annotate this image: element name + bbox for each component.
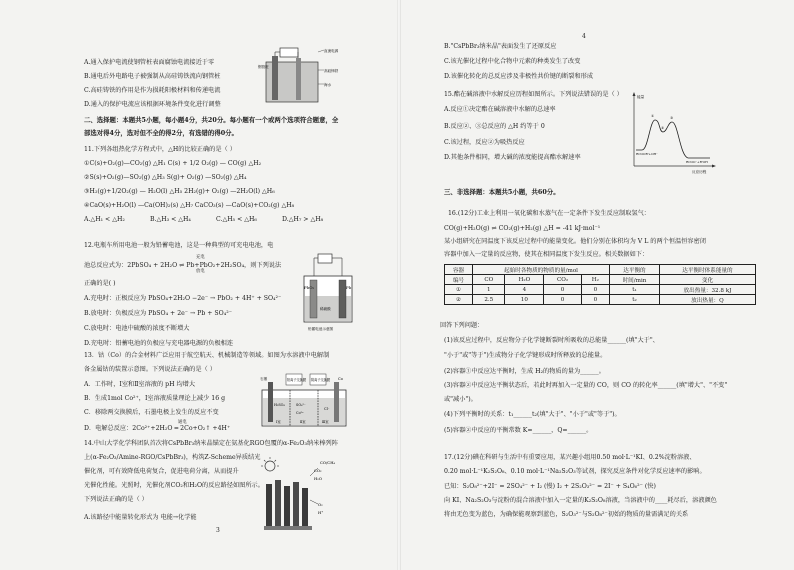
q15-stem: 15.酯在碱溶液中水解反应历程如图所示。下列说法错误的是（ ）	[444, 91, 623, 98]
table-header-cell: 起始时各物质的物质的量/mol	[473, 265, 610, 275]
table-header-row	[445, 265, 756, 275]
q12-arrow-top: 充电	[196, 255, 205, 260]
silicon-iron-anode	[296, 58, 301, 100]
section3-title: 三、非选择题：本题共5小题，共60分。	[444, 188, 560, 196]
q16-question: 或"减小")。	[444, 396, 477, 403]
q16-data-table	[444, 264, 756, 305]
nanorod-array	[264, 480, 312, 530]
figure-label: Co²⁺	[296, 411, 304, 415]
figure-label: Co	[338, 377, 343, 381]
table-cell: 放出热量：Q	[659, 295, 755, 305]
q16-line4: 容器中加入一定量的反应物，使其在相同温度下发生反应。相关数据如下：	[444, 251, 649, 258]
q11-equation: ②S(s)+O₂(g)—SO₂(g) △H₃ S(g)+ O₂(g) —SO₂(g) △H₄	[84, 174, 247, 181]
q14-line2: 上(α-Fe₂O₃/Amine-RGO/CsPbBr₃)，构筑Z-Scheme异质结光	[84, 454, 261, 461]
figure-label: 阳离子交换膜	[287, 378, 307, 382]
figure-label: Ⅱ室	[300, 420, 306, 424]
figure-label: Ⅲ室	[322, 420, 329, 424]
q14-option-d: D.该催化转化的总反应涉及非极性共价键的断裂和形成	[444, 73, 594, 80]
q15-option-b: B.反应②、③总反应的 △H 约等于 0	[444, 123, 545, 130]
table-cell: ②	[445, 295, 473, 305]
table-cell: 0	[581, 295, 609, 305]
q17-line5: 将由无色变为蓝色，为确保能观察到蓝色，S₂O₃²⁻与S₂O₈²⁻初始的物质的量需满足的关系	[444, 511, 689, 518]
table-cell: 0	[544, 295, 581, 305]
table-row	[445, 295, 756, 305]
q11-equation: ④CaO(s)+H₂O(l) —Ca(OH)₂(s) △H₇ CaCO₃(s) —CaO(s)+CO₂(g) △H₈	[84, 202, 295, 209]
q13-option-b: B．生成1mol Co²⁺，Ⅰ室溶液质量理论上减少 16 g	[84, 395, 226, 402]
figure-caption: 铅蓄电池示意图	[308, 327, 334, 331]
cobalt-electrode	[334, 382, 339, 422]
table-header-cell: 达平衡时体系能量的	[659, 265, 755, 275]
q12-option-a: A.充电时：正极反应为 PbSO₄+2H₂O −2e⁻ → PbO₂ + 4H⁺ + SO₄²⁻	[84, 295, 282, 302]
q10-figure	[258, 44, 338, 106]
figure-label: 钢管桩	[258, 65, 269, 69]
q11-equation: ③H₂(g)+1/2O₂(g) — H₂O(l) △H₅ 2H₂(g)+ O₂(g) —2H₂O(l) △H₆	[84, 188, 275, 195]
table-cell: 0	[581, 285, 609, 295]
q12-line1: 12.电瓶车所用电池一般为铅蓄电池，这是一种典型的可充电电池，电	[84, 242, 274, 249]
q16-line2: CO(g)+H₂O(g) ⇌ CO₂(g)+H₂(g) △H = -41 kJ·mol⁻¹	[444, 225, 601, 232]
q12-arrow-bottom: 放电	[196, 269, 205, 274]
table-cell: t₁	[609, 285, 659, 295]
right-page	[400, 0, 794, 570]
figure-label: CO/CH₄	[320, 460, 336, 465]
q14-line3: 催化剂，可有效降低电荷复合，促进电荷分离，从而提升	[84, 468, 239, 475]
page-number: 4	[582, 33, 586, 40]
table-header-cell: 编号	[445, 275, 473, 285]
figure-label: H⁺	[318, 510, 324, 515]
q10-option-c: C.高硅铸铁的作用是作为损耗阳极材料和传递电流	[84, 87, 221, 94]
table-header-cell: 变化	[659, 275, 755, 285]
q11-equation: ①C(s)+O₂(g)—CO₂(g) △H₁ C(s) + 1/2 O₂(g) — CO(g) △H₂	[84, 160, 262, 167]
figure-label: 高硅铸铁	[324, 69, 338, 73]
q17-line4: 向 KI、Na₂S₂O₃与淀粉的混合溶液中加入一定量的K₂S₂O₈溶液，当溶液中的____耗尽后，溶液颜色	[444, 497, 717, 504]
table-cell: t₂	[609, 295, 659, 305]
q13-line2: 备金属钴的装置示意图。下列说法正确的是（ ）	[84, 366, 216, 373]
figure-label: CO₂	[314, 468, 322, 473]
figure-label: Cl⁻	[324, 407, 330, 411]
q14-option-c: C.该光催化过程中化合物中元素的种类发生了改变	[444, 58, 581, 65]
table-row	[445, 285, 756, 295]
q13-figure	[258, 372, 350, 430]
figure-label: RCOO⁻+R'OH	[686, 160, 708, 164]
q10-option-b: B.通电后外电路电子被强制从高硅铸铁流向钢管桩	[84, 73, 221, 80]
q10-option-d: D.通入的保护电流应该根据环境条件变化进行调整	[84, 101, 221, 108]
q13-eq-condition: 通电	[178, 420, 187, 425]
q11-stem: 11.下列各组热化学方程式中，△H的比较正确的是（ ）	[84, 146, 236, 153]
q16-question: (2)容器①中反应达平衡时，生成 H₂的物质的量为______。	[444, 368, 605, 375]
y-axis-label: 能量	[637, 95, 645, 99]
table-header-cell: CO	[473, 275, 505, 285]
q13-option-c: C．移除两交换膜后，石墨电极上发生的反应不变	[84, 409, 219, 416]
q14-line5: 下列说法正确的是（ ）	[84, 496, 148, 503]
q16-line1: 16.(12分)工业上利用一氧化碳和水蒸气在一定条件下发生反应制取氢气：	[448, 210, 650, 217]
table-cell: 4	[505, 285, 544, 295]
figure-label: H₂SO₄	[274, 403, 285, 407]
q16-line3: 某小组研究在同温度下该反应过程中的能量变化。他们分别在体积均为 V L 的两个恒温恒容密闭	[444, 238, 706, 245]
figure-label: SO₄²⁻	[296, 403, 306, 407]
q12-line3: 正确的是( )	[84, 280, 116, 287]
x-axis-label: 反应历程	[692, 170, 707, 174]
figure-label: 海水	[324, 83, 332, 87]
figure-label: ①	[651, 114, 655, 118]
figure-label: Pb	[346, 285, 352, 290]
figure-label: Ⅰ室	[276, 420, 281, 424]
q10-option-a: A.通入保护电流使钢管桩表面腐蚀电流接近于零	[84, 59, 215, 66]
section2-title-line2: 部选对得4分，选对但不全的得2分，有选错的得0分。	[84, 129, 238, 137]
q17-line2: 0.20 mol·L⁻¹K₂S₂O₈、0.10 mol·L⁻¹Na₂S₂O₃等试剂，探究反应条件对化学反应速率的影响。	[444, 468, 706, 475]
table-header-cell: H₂O	[505, 275, 544, 285]
q14-figure	[256, 456, 348, 532]
q15-option-a: A.反应①决定酯在碱溶液中水解的总速率	[444, 106, 556, 113]
q12-line2: 池总反应式为：2PbSO₄ + 2H₂O ⇌ Pb+PbO₂+2H₂SO₄，则下列说法	[84, 262, 282, 269]
q15-figure	[628, 90, 720, 174]
pb-plate	[339, 280, 346, 318]
q12-figure	[300, 252, 356, 336]
table-cell: 放出热量：32.8 kJ	[659, 285, 755, 295]
q16-question: (1)该反应过程中，反应物分子化学键断裂时所吸收的总能量______(填"大于"、	[444, 337, 659, 344]
page-number: 3	[216, 527, 220, 534]
table-cell: 10	[505, 295, 544, 305]
table-cell: ①	[445, 285, 473, 295]
table-header-cell: 时间/min	[609, 275, 659, 285]
q17-line1: 17.(12分)碘在科研与生活中有重要应用，某兴趣小组用0.50 mol·L⁻¹KI、0.2%淀粉溶液、	[444, 454, 696, 461]
q14-option-a: A.该路径中能量转化形式为 电能→化学能	[84, 514, 197, 521]
figure-label: ③	[670, 116, 674, 120]
table-header-cell: 达平衡的	[609, 265, 659, 275]
load-box	[318, 254, 332, 263]
q16-question: "小于"或"等于")生成物分子化学键形成时所释放的总能量。	[444, 352, 607, 359]
q11-option-b: B.△H₃ < △H₄	[150, 216, 191, 223]
table-header-row	[445, 275, 756, 285]
table-header-cell: CO₂	[544, 275, 581, 285]
q11-option-c: C.△H₅ < △H₆	[216, 216, 257, 223]
table-header-cell: 容器	[445, 265, 473, 275]
q15-option-c: C.该过程，反应②为吸热反应	[444, 139, 525, 146]
q11-option-d: D.△H₇ > △H₈	[282, 216, 324, 223]
figure-label: PbO₂	[304, 285, 315, 290]
q11-option-a: A.△H₁ < △H₂	[84, 216, 125, 223]
figure-label: 稀硫酸	[320, 307, 331, 311]
q12-option-c: C.放电时：电池中硫酸的浓度不断增大	[84, 325, 190, 332]
q15-option-d: D.其他条件相同，增大碱的浓度能提高酯水解速率	[444, 154, 581, 161]
graphite-electrode	[268, 382, 273, 422]
q17-line3: 已知：S₂O₈²⁻+2I⁻ = 2SO₄²⁻ + I₂ (慢) I₂ + 2S₂O₃²⁻ = 2I⁻ + S₄O₆²⁻ (快)	[444, 483, 656, 490]
figure-label: H₂O	[314, 476, 322, 481]
figure-label: RCOOR'+OH⁻	[636, 152, 658, 156]
steel-pile	[272, 56, 278, 100]
q16-question: (4)下列平衡时的关系：t₁______t₂(填"大于"、"小于"或"等于")。	[444, 411, 621, 418]
q16-answer-hint: 回答下列问题：	[440, 322, 484, 329]
table-cell: 0	[544, 285, 581, 295]
q12-option-d: D.充电时：铅蓄电池的负极应与充电器电源的负极相连	[84, 340, 234, 347]
figure-label: 石墨	[260, 377, 268, 381]
q14-option-b: B."CsPbBr₃纳米晶"表面发生了还原反应	[444, 43, 557, 50]
q13-option-d: D．电解总反应：2Co²⁺+2H₂O ═ 2Co+O₂↑ +4H⁺	[84, 425, 231, 432]
q12-option-b: B.放电时：负极反应为 PbSO₄ + 2e⁻ → Pb + SO₄²⁻	[84, 310, 232, 317]
q14-line1: 14.中山大学化学科团队首次将CsPbBr₃纳米晶锚定在氨基化RGO包覆的α-Fe₂O₃纳米棒列阵	[84, 440, 338, 447]
q13-option-a: A．工作时，Ⅰ室和Ⅱ室溶液的 pH 均增大	[84, 381, 196, 388]
sun-icon	[261, 457, 279, 471]
figure-label: ②	[661, 126, 665, 130]
q16-question: (3)容器②中反应达平衡状态后，若此时再加入一定量的 CO，则 CO 的转化率______(填"增大"、"不变"	[444, 382, 728, 389]
table-cell: 1	[473, 285, 505, 295]
figure-label: 直流电源	[324, 49, 338, 53]
q13-line1: 13．钴（Co）的合金材料广泛应用于航空航天、机械制造等领域。如图为水溶液中电解制	[84, 352, 330, 359]
q14-line4: 光催化性能。光照时，光催化剂CO₂和H₂O的反应路径如图所示。	[84, 482, 264, 489]
q16-question: (5)容器②中反应的平衡常数 K=______，Q=______。	[444, 427, 593, 434]
table-header-cell: H₂	[581, 275, 609, 285]
power-supply-box	[280, 48, 298, 57]
figure-label: 阴离子交换膜	[311, 378, 331, 382]
section2-title-line1: 二、选择题：本题共5小题，每小题4分，共20分。每小题有一个或两个选项符合题意，全	[84, 116, 339, 124]
table-cell: 2.5	[473, 295, 505, 305]
figure-label: O₂	[318, 502, 323, 507]
